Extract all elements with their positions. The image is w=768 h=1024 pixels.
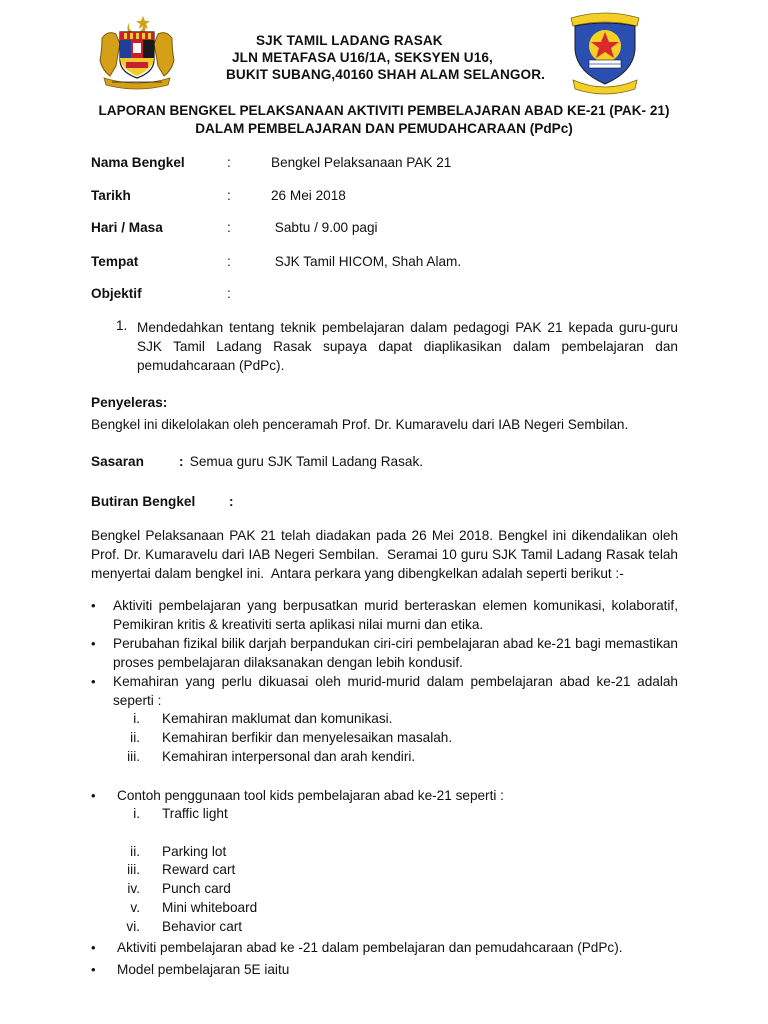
sub-item-number: vi. — [126, 919, 140, 934]
school-name: SJK TAMIL LADANG RASAK — [256, 33, 443, 48]
sub-item-text: Punch card — [162, 881, 231, 896]
field-colon: : — [227, 286, 231, 301]
sub-item-text: Kemahiran maklumat dan komunikasi. — [162, 711, 393, 726]
field-colon: : — [227, 220, 231, 235]
sub-item-text: Parking lot — [162, 844, 227, 859]
bullet-icon: • — [91, 788, 96, 803]
sub-item-number: ii. — [130, 730, 140, 745]
school-address-line-2: BUKIT SUBANG,40160 SHAH ALAM SELANGOR. — [226, 67, 546, 82]
sasaran-value: Semua guru SJK Tamil Ladang Rasak. — [186, 454, 424, 469]
field-value-nama-bengkel: Bengkel Pelaksanaan PAK 21 — [271, 155, 452, 170]
school-crest-logo — [567, 12, 643, 96]
sub-item-text: Kemahiran berfikir dan menyelesaikan masalah. — [162, 730, 453, 745]
sub-item-text: Kemahiran interpersonal dan arah kendiri. — [162, 749, 416, 764]
coat-of-arms-logo — [96, 12, 178, 92]
sub-item-text: Traffic light — [162, 806, 228, 821]
bullet-item-1: Aktiviti pembelajaran yang berpusatkan murid berteraskan elemen komunikasi, kolaboratif, Pemikiran kritis & kreativiti serta aplikasi nilai murni dan etika. — [113, 598, 678, 632]
bullet-item-6: Model pembelajaran 5E iaitu — [117, 962, 290, 977]
bullet-item-2: Perubahan fizikal bilik darjah berpandukan ciri-ciri pembelajaran abad ke-21 bagi memastikan proses pembelajaran dilaksanakan dengan lebih kondusif. — [113, 636, 678, 670]
field-colon: : — [227, 188, 231, 203]
field-value-tarikh: 26 Mei 2018 — [271, 188, 346, 203]
bullet-item-3: Kemahiran yang perlu dikuasai oleh murid-murid dalam pembelajaran abad ke-21 adalah seperti : — [113, 674, 678, 708]
objective-text: Mendedahkan tentang teknik pembelajaran dalam pedagogi PAK 21 kepada guru-guru SJK Tamil Ladang Rasak supaya dapat diaplikasikan dalam pembelajaran dan pemudahcaraan (PdPc). — [137, 320, 678, 373]
field-value-hari-masa: Sabtu / 9.00 pagi — [271, 220, 378, 235]
field-label-nama-bengkel: Nama Bengkel — [91, 155, 185, 170]
sub-item-number: i. — [133, 711, 140, 726]
malaysia-coat-of-arms-icon — [96, 12, 178, 92]
school-crest-icon — [567, 12, 643, 96]
bullet-icon: • — [91, 940, 96, 955]
sub-item-text: Mini whiteboard — [162, 900, 258, 915]
sub-item-number: iv. — [127, 881, 140, 896]
sub-item-number: v. — [130, 900, 140, 915]
objective-number: 1. — [116, 318, 128, 333]
field-label-hari-masa: Hari / Masa — [91, 220, 163, 235]
field-label-tempat: Tempat — [91, 254, 139, 269]
butiran-colon: : — [229, 494, 234, 509]
penyeleras-text: Bengkel ini dikelolakan oleh penceramah Prof. Dr. Kumaravelu dari IAB Negeri Sembilan. — [91, 417, 629, 432]
report-title-line-2: DALAM PEMBELAJARAN DAN PEMUDAHCARAAN (PdPc) — [195, 121, 573, 136]
sasaran-label: Sasaran — [91, 454, 144, 469]
bullet-icon: • — [91, 636, 96, 651]
butiran-paragraph: Bengkel Pelaksanaan PAK 21 telah diadakan pada 26 Mei 2018. Bengkel ini dikendalikan oleh Prof. Dr. Kumaravelu dari IAB Negeri Sembilan. Seramai 10 guru SJK Tamil Ladang Rasak telah menyertai dalam bengkel ini. Antara perkara yang dibengkelkan adalah seperti berikut :- — [91, 528, 682, 581]
field-label-tarikh: Tarikh — [91, 188, 131, 203]
sub-item-number: iii. — [127, 749, 140, 764]
bullet-icon: • — [91, 598, 96, 613]
penyeleras-heading: Penyeleras: — [91, 395, 168, 410]
sub-item-text: Reward cart — [162, 862, 236, 877]
field-colon: : — [227, 254, 231, 269]
sub-item-text: Behavior cart — [162, 919, 243, 934]
sub-item-number: i. — [133, 806, 140, 821]
field-value-tempat: SJK Tamil HICOM, Shah Alam. — [271, 254, 462, 269]
butiran-heading: Butiran Bengkel — [91, 494, 196, 509]
field-label-objektif: Objektif — [91, 286, 142, 301]
bullet-icon: • — [91, 962, 96, 977]
field-colon: : — [227, 155, 231, 170]
bullet-icon: • — [91, 674, 96, 689]
sub-item-number: ii. — [130, 844, 140, 859]
bullet-item-4: Contoh penggunaan tool kids pembelajaran abad ke-21 seperti : — [117, 788, 504, 803]
sasaran-colon: : — [179, 454, 184, 469]
sub-item-number: iii. — [127, 862, 140, 877]
school-address-line-1: JLN METAFASA U16/1A, SEKSYEN U16, — [232, 50, 493, 65]
report-title-line-1: LAPORAN BENGKEL PELAKSANAAN AKTIVITI PEMBELAJARAN ABAD KE-21 (PAK- 21) — [98, 103, 670, 118]
bullet-item-5: Aktiviti pembelajaran abad ke -21 dalam pembelajaran dan pemudahcaraan (PdPc). — [117, 940, 623, 955]
